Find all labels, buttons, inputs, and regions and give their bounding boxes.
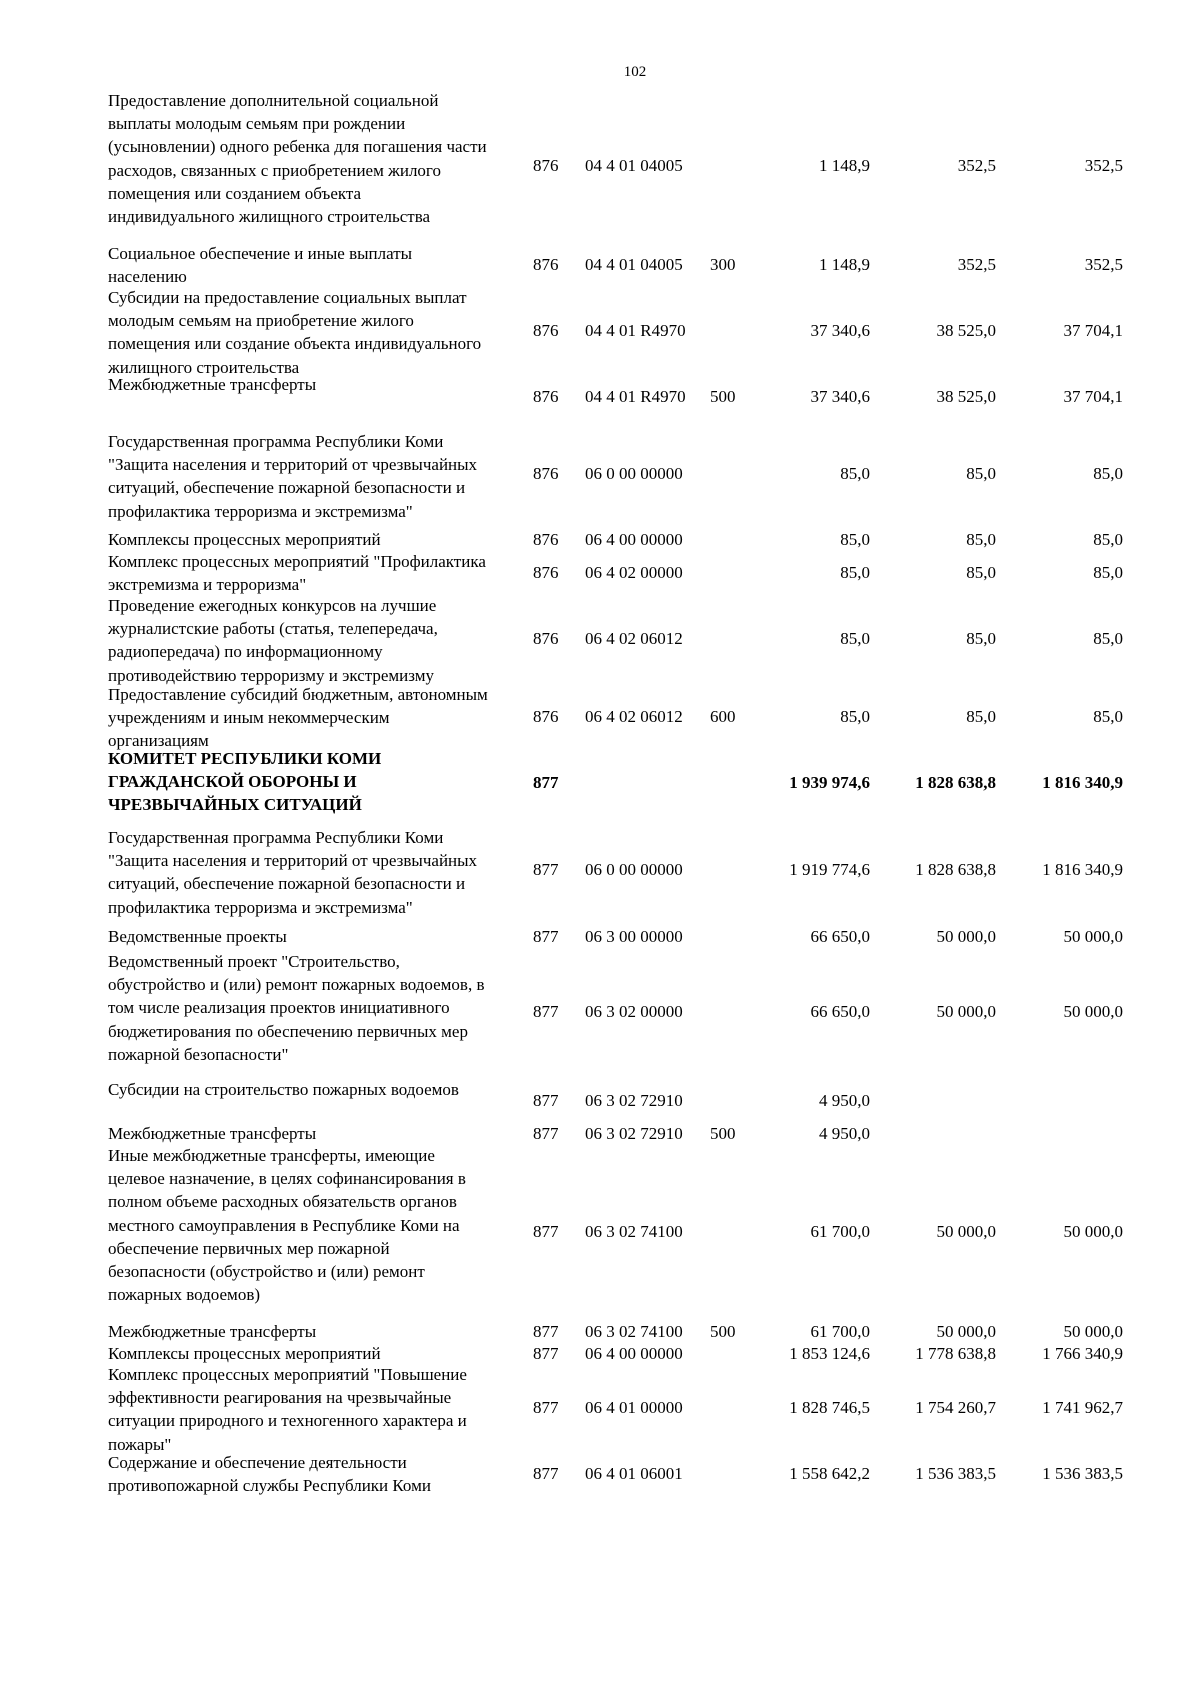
grbs-code: 877 <box>533 1091 559 1110</box>
grbs-code: 877 <box>533 1124 559 1143</box>
amount-year-1: 66 650,0 <box>810 927 870 946</box>
amount-year-2: 1 778 638,8 <box>915 1344 996 1363</box>
target-article-code: 04 4 01 R4970 <box>585 387 686 406</box>
row-description: Комплексы процессных мероприятий <box>108 530 381 549</box>
row-description: Проведение ежегодных конкурсов на лучшие журналистские работы (статья, телепередача, радиопередача) по информационному противодействию терроризму и экстремизму <box>108 596 438 685</box>
row-description: Ведомственные проекты <box>108 927 287 946</box>
amount-year-2: 85,0 <box>966 563 996 582</box>
target-article-code: 06 0 00 00000 <box>585 860 683 879</box>
amount-year-3: 1 816 340,9 <box>1042 773 1123 792</box>
row-description: Государственная программа Республики Коми "Защита населения и территорий от чрезвычайных ситуаций, обеспечение пожарной безопасности и профилактика терроризма и экстремизма" <box>108 828 478 917</box>
amount-year-1: 37 340,6 <box>810 321 870 340</box>
amount-year-3: 50 000,0 <box>1063 1322 1123 1341</box>
row-description: Субсидии на предоставление социальных выплат молодым семьям на приобретение жилого помещения или создание объекта индивидуального жилищного строительства <box>108 288 482 377</box>
row-description: Комплексы процессных мероприятий <box>108 1344 381 1363</box>
row-description: Межбюджетные трансферты <box>108 1322 317 1341</box>
target-article-code: 06 4 02 00000 <box>585 563 683 582</box>
amount-year-3: 37 704,1 <box>1063 387 1123 406</box>
amount-year-2: 85,0 <box>966 464 996 483</box>
amount-year-2: 352,5 <box>957 156 996 175</box>
amount-year-2: 50 000,0 <box>936 927 996 946</box>
grbs-code: 877 <box>533 927 559 946</box>
row-description: Межбюджетные трансферты <box>108 1124 317 1143</box>
amount-year-2: 50 000,0 <box>936 1322 996 1341</box>
amount-year-3: 85,0 <box>1093 707 1123 726</box>
target-article-code: 06 3 02 72910 <box>585 1124 683 1143</box>
grbs-code: 876 <box>533 530 559 549</box>
row-description: КОМИТЕТ РЕСПУБЛИКИ КОМИ ГРАЖДАНСКОЙ ОБОРОНЫ И ЧРЕЗВЫЧАЙНЫХ СИТУАЦИЙ <box>108 749 382 815</box>
row-description: Социальное обеспечение и иные выплаты населению <box>108 244 413 287</box>
amount-year-2: 38 525,0 <box>936 387 996 406</box>
amount-year-2: 1 754 260,7 <box>915 1398 996 1417</box>
grbs-code: 876 <box>533 629 559 648</box>
target-article-code: 06 0 00 00000 <box>585 464 683 483</box>
amount-year-2: 50 000,0 <box>936 1002 996 1021</box>
grbs-code: 877 <box>533 1222 559 1241</box>
expense-type-code: 600 <box>710 707 736 726</box>
amount-year-2: 38 525,0 <box>936 321 996 340</box>
target-article-code: 06 4 01 00000 <box>585 1398 683 1417</box>
grbs-code: 877 <box>533 1322 559 1341</box>
amount-year-1: 1 853 124,6 <box>789 1344 870 1363</box>
amount-year-1: 4 950,0 <box>819 1091 870 1110</box>
amount-year-2: 85,0 <box>966 530 996 549</box>
grbs-code: 877 <box>533 773 559 792</box>
grbs-code: 876 <box>533 707 559 726</box>
amount-year-3: 50 000,0 <box>1063 1002 1123 1021</box>
row-description: Комплекс процессных мероприятий "Профилактика экстремизма и терроризма" <box>108 552 486 595</box>
target-article-code: 06 3 02 72910 <box>585 1091 683 1110</box>
amount-year-1: 1 148,9 <box>819 156 870 175</box>
target-article-code: 06 4 02 06012 <box>585 629 683 648</box>
amount-year-2: 85,0 <box>966 629 996 648</box>
grbs-code: 877 <box>533 1002 559 1021</box>
target-article-code: 06 3 02 74100 <box>585 1322 683 1341</box>
amount-year-1: 1 148,9 <box>819 255 870 274</box>
amount-year-1: 85,0 <box>840 563 870 582</box>
amount-year-1: 1 919 774,6 <box>789 860 870 879</box>
target-article-code: 06 4 00 00000 <box>585 1344 683 1363</box>
amount-year-1: 85,0 <box>840 464 870 483</box>
amount-year-3: 1 766 340,9 <box>1042 1344 1123 1363</box>
amount-year-2: 1 828 638,8 <box>915 773 996 792</box>
row-description: Предоставление субсидий бюджетным, автономным учреждениям и иным некоммерческим организациям <box>108 685 488 751</box>
amount-year-3: 50 000,0 <box>1063 927 1123 946</box>
amount-year-3: 1 741 962,7 <box>1042 1398 1123 1417</box>
grbs-code: 877 <box>533 1344 559 1363</box>
row-description: Содержание и обеспечение деятельности противопожарной службы Республики Коми <box>108 1453 431 1496</box>
amount-year-1: 85,0 <box>840 530 870 549</box>
grbs-code: 877 <box>533 1464 559 1483</box>
expense-type-code: 300 <box>710 255 736 274</box>
grbs-code: 876 <box>533 156 559 175</box>
target-article-code: 06 3 02 00000 <box>585 1002 683 1021</box>
amount-year-3: 352,5 <box>1084 255 1123 274</box>
grbs-code: 877 <box>533 1398 559 1417</box>
row-description: Межбюджетные трансферты <box>108 375 317 394</box>
amount-year-3: 50 000,0 <box>1063 1222 1123 1241</box>
row-description: Иные межбюджетные трансферты, имеющие целевое назначение, в целях софинансирования в полном объеме расходных обязательств органов местного самоуправления в Республике Коми на обеспечение первичных мер пожарной безопасности (обустройство и (или) ремонт пожарных водоемов) <box>108 1146 466 1305</box>
amount-year-3: 352,5 <box>1084 156 1123 175</box>
target-article-code: 04 4 01 R4970 <box>585 321 686 340</box>
target-article-code: 06 4 00 00000 <box>585 530 683 549</box>
row-description: Комплекс процессных мероприятий "Повышение эффективности реагирования на чрезвычайные ситуации природного и техногенного характера и пожары" <box>108 1365 467 1454</box>
grbs-code: 876 <box>533 563 559 582</box>
amount-year-3: 85,0 <box>1093 464 1123 483</box>
amount-year-3: 37 704,1 <box>1063 321 1123 340</box>
grbs-code: 876 <box>533 321 559 340</box>
row-description: Ведомственный проект "Строительство, обустройство и (или) ремонт пожарных водоемов, в том числе реализация проектов инициативного бюджетирования по обеспечению первичных мер пожарной безопасности" <box>108 952 485 1064</box>
amount-year-2: 1 536 383,5 <box>915 1464 996 1483</box>
amount-year-2: 352,5 <box>957 255 996 274</box>
target-article-code: 06 4 02 06012 <box>585 707 683 726</box>
amount-year-3: 85,0 <box>1093 629 1123 648</box>
expense-type-code: 500 <box>710 1124 736 1143</box>
row-description: Государственная программа Республики Коми "Защита населения и территорий от чрезвычайных ситуаций, обеспечение пожарной безопасности и профилактика терроризма и экстремизма" <box>108 432 478 521</box>
grbs-code: 876 <box>533 255 559 274</box>
amount-year-3: 1 536 383,5 <box>1042 1464 1123 1483</box>
amount-year-1: 1 828 746,5 <box>789 1398 870 1417</box>
amount-year-1: 4 950,0 <box>819 1124 870 1143</box>
amount-year-2: 85,0 <box>966 707 996 726</box>
expense-type-code: 500 <box>710 1322 736 1341</box>
row-description: Субсидии на строительство пожарных водоемов <box>108 1080 459 1099</box>
grbs-code: 876 <box>533 387 559 406</box>
page-number: 102 <box>623 64 647 80</box>
row-description: Предоставление дополнительной социальной выплаты молодым семьям при рождении (усыновлении) одного ребенка для погашения части расходов, связанных с приобретением жилого помещения или созданием объекта индивидуального жилищного строительства <box>108 91 487 227</box>
amount-year-2: 1 828 638,8 <box>915 860 996 879</box>
amount-year-1: 66 650,0 <box>810 1002 870 1021</box>
target-article-code: 06 3 00 00000 <box>585 927 683 946</box>
target-article-code: 06 3 02 74100 <box>585 1222 683 1241</box>
amount-year-3: 1 816 340,9 <box>1042 860 1123 879</box>
amount-year-1: 61 700,0 <box>810 1222 870 1241</box>
amount-year-1: 1 939 974,6 <box>789 773 870 792</box>
target-article-code: 04 4 01 04005 <box>585 255 683 274</box>
expense-type-code: 500 <box>710 387 736 406</box>
amount-year-1: 61 700,0 <box>810 1322 870 1341</box>
target-article-code: 06 4 01 06001 <box>585 1464 683 1483</box>
amount-year-3: 85,0 <box>1093 563 1123 582</box>
amount-year-1: 37 340,6 <box>810 387 870 406</box>
target-article-code: 04 4 01 04005 <box>585 156 683 175</box>
grbs-code: 876 <box>533 464 559 483</box>
amount-year-1: 85,0 <box>840 707 870 726</box>
amount-year-1: 85,0 <box>840 629 870 648</box>
amount-year-1: 1 558 642,2 <box>789 1464 870 1483</box>
amount-year-2: 50 000,0 <box>936 1222 996 1241</box>
amount-year-3: 85,0 <box>1093 530 1123 549</box>
grbs-code: 877 <box>533 860 559 879</box>
